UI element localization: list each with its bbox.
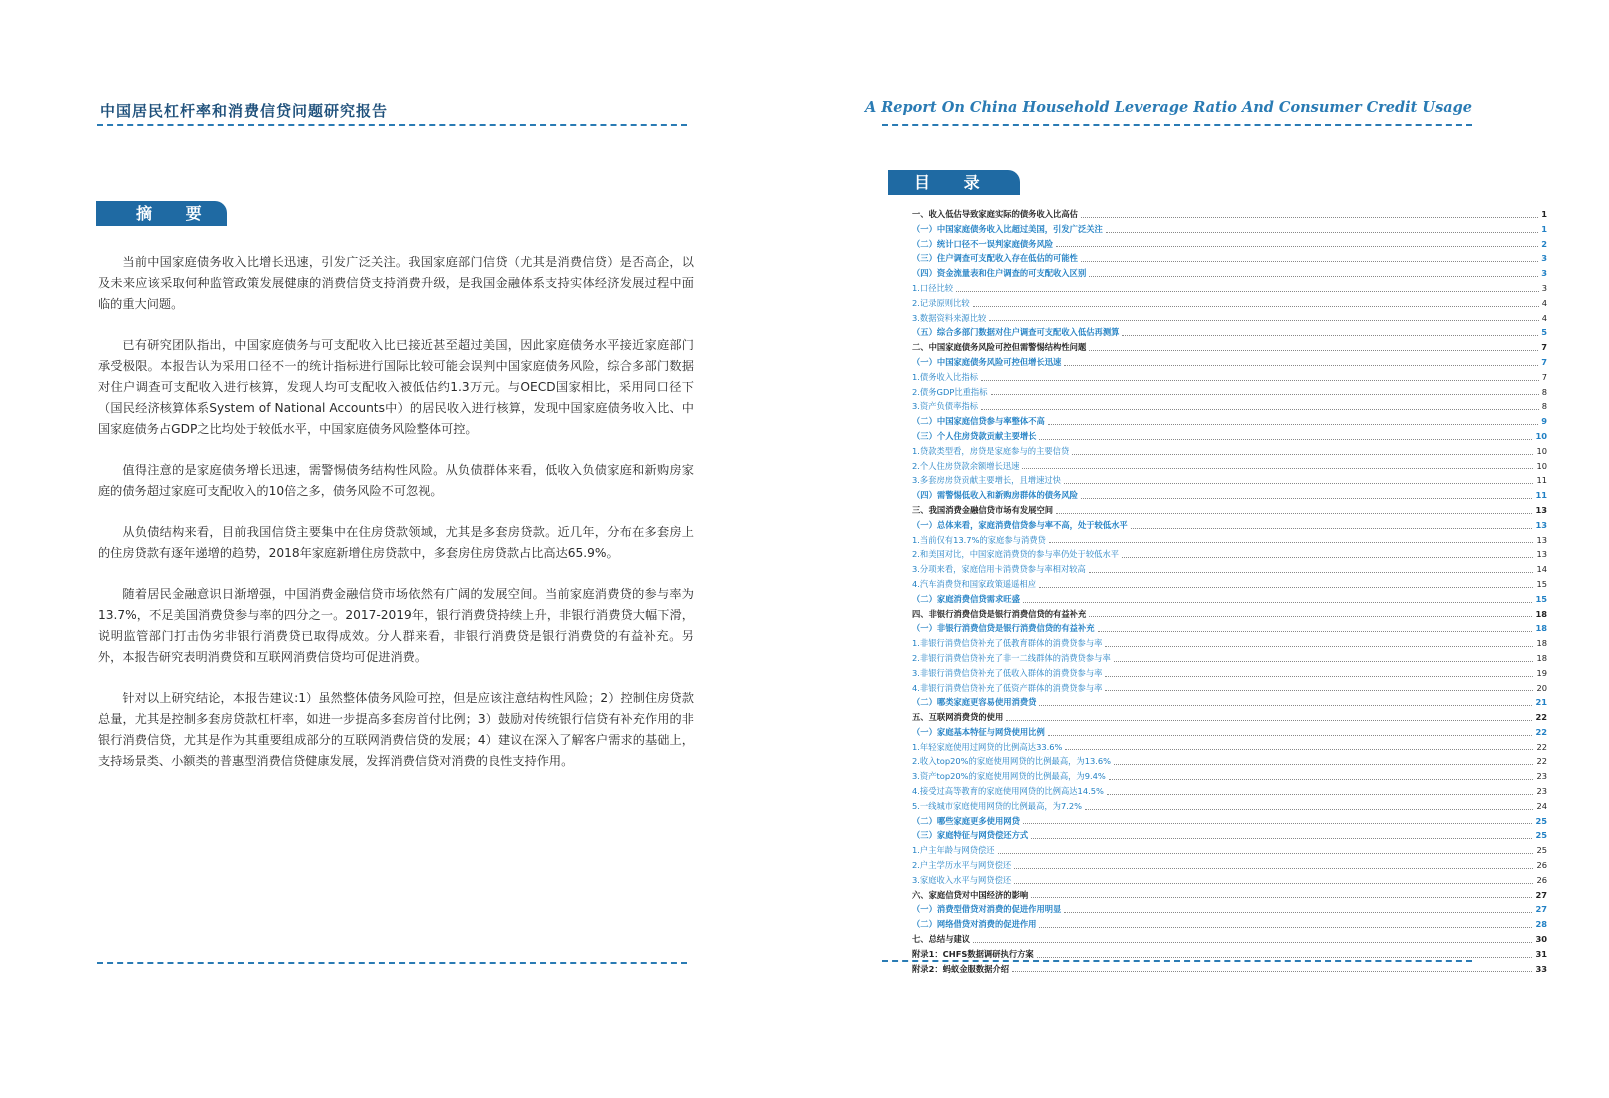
toc-leader-dots xyxy=(1048,424,1538,425)
toc-entry-page: 15 xyxy=(1536,578,1547,589)
toc-entry-page: 26 xyxy=(1536,874,1547,885)
toc-entry[interactable] xyxy=(912,281,1547,296)
toc-leader-dots xyxy=(1056,513,1532,514)
toc-entry-title: 3.资产负债率指标 xyxy=(912,401,978,412)
toc-leader-dots xyxy=(981,409,1539,410)
toc-leader-dots xyxy=(1012,971,1532,972)
toc-entry-title: （一）中国家庭债务风险可控但增长迅速 xyxy=(912,356,1062,367)
toc-entry-page: 18 xyxy=(1535,608,1547,619)
toc-entry-page: 8 xyxy=(1541,386,1547,397)
toc-entry-title: 2.债务GDP比重指标 xyxy=(912,386,988,397)
toc-entry[interactable] xyxy=(912,636,1547,651)
toc-entry-title: 3.数据资料来源比较 xyxy=(912,312,987,323)
toc-entry-title: （二）网络借贷对消费的促进作用 xyxy=(912,919,1037,930)
toc-leader-dots xyxy=(973,306,1539,307)
toc-entry-title: （二）统计口径不一误判家庭债务风险 xyxy=(912,238,1054,249)
toc-leader-dots xyxy=(1031,838,1532,839)
toc-entry-page: 20 xyxy=(1536,682,1547,693)
toc-entry[interactable] xyxy=(912,399,1547,414)
toc-entry-page: 25 xyxy=(1535,830,1547,841)
toc-entry-title: 七、总结与建议 xyxy=(912,934,971,945)
toc-entry-title: 1.年轻家庭使用过网贷的比例高达33.6% xyxy=(912,741,1063,752)
toc-entry[interactable] xyxy=(912,725,1547,740)
toc-entry-page: 3 xyxy=(1541,282,1547,293)
toc-entry-title: （一）家庭基本特征与网贷使用比例 xyxy=(912,726,1045,737)
running-title-en: A Report On China Household Leverage Ratio And Consumer Credit Usage xyxy=(864,99,1472,116)
toc-entry-title: 四、非银行消费信贷是银行消费信贷的有益补充 xyxy=(912,608,1087,619)
toc-leader-dots xyxy=(1039,439,1532,440)
toc-entry-page: 13 xyxy=(1536,534,1547,545)
toc-leader-dots xyxy=(1048,735,1533,736)
toc-entry[interactable] xyxy=(912,917,1547,932)
toc-entry-page: 19 xyxy=(1536,667,1547,678)
toc-entry-title: 1.户主年龄与网贷偿还 xyxy=(912,845,995,856)
toc-entry[interactable] xyxy=(912,873,1547,888)
toc-entry-page: 18 xyxy=(1536,638,1547,649)
toc-entry[interactable] xyxy=(912,769,1547,784)
toc-leader-dots xyxy=(1039,705,1532,706)
toc-leader-dots xyxy=(1037,957,1533,958)
toc-entry-page: 9 xyxy=(1541,416,1547,427)
toc-leader-dots xyxy=(1014,883,1533,884)
toc-leader-dots xyxy=(1064,365,1538,366)
toc-entry-title: （三）住户调查可支配收入存在低估的可能性 xyxy=(912,253,1078,264)
toc-leader-dots xyxy=(1085,809,1533,810)
toc-leader-dots xyxy=(1131,528,1533,529)
toc-entry[interactable] xyxy=(912,754,1547,769)
table-of-contents xyxy=(912,207,1547,976)
toc-entry-page: 23 xyxy=(1536,786,1547,797)
toc-entry-page: 28 xyxy=(1535,919,1547,930)
toc-leader-dots xyxy=(1089,572,1534,573)
toc-leader-dots xyxy=(1089,350,1538,351)
toc-entry-page: 18 xyxy=(1536,652,1547,663)
toc-leader-dots xyxy=(1114,764,1533,765)
toc-entry[interactable] xyxy=(912,621,1547,636)
toc-entry-title: （一）消费型借贷对消费的促进作用明显 xyxy=(912,904,1062,915)
toc-leader-dots xyxy=(1023,823,1533,824)
toc-entry-title: 2.和美国对比，中国家庭消费贷的参与率仍处于较低水平 xyxy=(912,549,1120,560)
toc-leader-dots xyxy=(1122,557,1533,558)
toc-entry-page: 26 xyxy=(1536,860,1547,871)
toc-entry[interactable] xyxy=(912,592,1547,607)
toc-entry-page: 3 xyxy=(1541,268,1547,279)
toc-entry[interactable] xyxy=(912,843,1547,858)
toc-entry-page: 5 xyxy=(1541,327,1547,338)
toc-entry-page: 1 xyxy=(1541,223,1547,234)
toc-entry-title: 1.贷款类型看，房贷是家庭参与的主要信贷 xyxy=(912,445,1070,456)
toc-entry-title: 2.记录原则比较 xyxy=(912,297,970,308)
toc-entry-page: 11 xyxy=(1536,475,1547,486)
toc-entry-page: 22 xyxy=(1535,712,1547,723)
toc-entry-page: 4 xyxy=(1541,297,1547,308)
toc-entry[interactable] xyxy=(912,355,1547,370)
toc-entry-page: 10 xyxy=(1535,430,1547,441)
toc-entry-page: 24 xyxy=(1536,800,1547,811)
abstract-paragraph: 从负债结构来看，目前我国信贷主要集中在住房贷款领域，尤其是多套房贷款。近几年，分布在多套房上的住房贷款有逐年递增的趋势，2018年家庭新增住房贷款中，多套房住房贷款占比高达65.9%。 xyxy=(98,525,694,560)
toc-leader-dots xyxy=(991,394,1539,395)
toc-entry-page: 13 xyxy=(1535,504,1547,515)
toc-entry[interactable] xyxy=(912,547,1547,562)
toc-entry-page: 27 xyxy=(1535,889,1547,900)
toc-leader-dots xyxy=(1122,335,1538,336)
toc-entry[interactable] xyxy=(912,695,1547,710)
toc-leader-dots xyxy=(1023,602,1533,603)
toc-entry-title: 附录1：CHFS数据调研执行方案 xyxy=(912,948,1034,959)
toc-entry[interactable] xyxy=(912,533,1547,548)
toc-entry-page: 23 xyxy=(1536,771,1547,782)
toc-entry-page: 4 xyxy=(1541,312,1547,323)
toc-entry[interactable] xyxy=(912,473,1547,488)
toc-entry-title: （一）非银行消费信贷是银行消费信贷的有益补充 xyxy=(912,623,1095,634)
toc-leader-dots xyxy=(1107,794,1534,795)
toc-entry-title: 2.个人住房贷款余额增长迅速 xyxy=(912,460,1020,471)
toc-leader-dots xyxy=(1022,468,1533,469)
toc-entry-title: 4.非银行消费信贷补充了低资产群体的消费贷参与率 xyxy=(912,682,1103,693)
toc-entry[interactable] xyxy=(912,710,1547,725)
toc-entry[interactable] xyxy=(912,459,1547,474)
toc-entry[interactable] xyxy=(912,340,1547,355)
abstract-section-tab: 摘 要 xyxy=(96,201,227,226)
toc-entry-title: 一、收入低估导致家庭实际的债务收入比高估 xyxy=(912,209,1078,219)
toc-entry[interactable] xyxy=(912,932,1547,947)
toc-entry-title: 4.汽车消费贷和国家政策遥遥相应 xyxy=(912,578,1037,589)
toc-entry-page: 3 xyxy=(1541,253,1547,264)
toc-entry-page: 22 xyxy=(1536,741,1547,752)
toc-leader-dots xyxy=(1089,276,1538,277)
toc-leader-dots xyxy=(1081,498,1533,499)
toc-entry-page: 14 xyxy=(1536,564,1547,575)
toc-entry-title: 3.非银行消费信贷补充了低收入群体的消费贷参与率 xyxy=(912,667,1103,678)
toc-leader-dots xyxy=(1065,749,1533,750)
footer-divider xyxy=(882,960,1472,962)
toc-entry-page: 33 xyxy=(1535,963,1547,974)
toc-entry-page: 13 xyxy=(1536,549,1547,560)
toc-entry[interactable] xyxy=(912,784,1547,799)
toc-entry[interactable] xyxy=(912,651,1547,666)
toc-leader-dots xyxy=(989,320,1538,321)
toc-entry[interactable] xyxy=(912,902,1547,917)
toc-entry-page: 2 xyxy=(1541,238,1547,249)
toc-leader-dots xyxy=(1064,483,1533,484)
toc-leader-dots xyxy=(1056,246,1538,247)
toc-entry[interactable] xyxy=(912,503,1547,518)
toc-leader-dots xyxy=(1081,217,1538,218)
toc-entry[interactable] xyxy=(912,385,1547,400)
right-page xyxy=(805,0,1609,1098)
abstract-paragraph: 当前中国家庭债务收入比增长迅速，引发广泛关注。我国家庭部门信贷（尤其是消费信贷）是否高企，以及未来应该采取何种监管政策发展健康的消费信贷支持消费升级，是我国金融体系支持实体经济发展过程中面临的重大问题。 xyxy=(98,255,694,311)
toc-entry-title: 2.户主学历水平与网贷偿还 xyxy=(912,860,1012,871)
toc-entry-page: 25 xyxy=(1535,815,1547,826)
toc-leader-dots xyxy=(1064,912,1532,913)
toc-leader-dots xyxy=(956,291,1539,292)
toc-leader-dots xyxy=(1106,232,1538,233)
toc-entry[interactable] xyxy=(912,266,1547,281)
toc-leader-dots xyxy=(1109,779,1534,780)
toc-entry-title: （三）家庭特征与网贷偿还方式 xyxy=(912,830,1029,841)
toc-entry[interactable] xyxy=(912,325,1547,340)
toc-entry[interactable] xyxy=(912,681,1547,696)
toc-entry[interactable] xyxy=(912,296,1547,311)
toc-entry-title: 5.一线城市家庭使用网贷的比例最高，为7.2% xyxy=(912,800,1083,811)
toc-entry-page: 1 xyxy=(1541,209,1547,219)
toc-entry[interactable] xyxy=(912,518,1547,533)
toc-leader-dots xyxy=(1014,868,1533,869)
toc-entry-page: 25 xyxy=(1536,845,1547,856)
toc-leader-dots xyxy=(1049,542,1534,543)
toc-leader-dots xyxy=(1089,616,1532,617)
toc-entry[interactable] xyxy=(912,414,1547,429)
toc-entry[interactable] xyxy=(912,251,1547,266)
toc-leader-dots xyxy=(1114,661,1534,662)
toc-entry-page: 7 xyxy=(1541,371,1547,382)
toc-entry[interactable] xyxy=(912,888,1547,903)
toc-entry-page: 30 xyxy=(1535,934,1547,945)
toc-entry-title: （二）家庭消费信贷需求旺盛 xyxy=(912,593,1020,604)
toc-entry-title: 3.家庭收入水平与网贷偿还 xyxy=(912,874,1012,885)
toc-entry-title: 1.非银行消费信贷补充了低教育群体的消费贷参与率 xyxy=(912,638,1103,649)
toc-leader-dots xyxy=(998,853,1534,854)
toc-entry-title: 3.多套房房贷贡献主要增长，且增速过快 xyxy=(912,475,1061,486)
toc-entry-page: 22 xyxy=(1536,756,1547,767)
toc-entry-title: 3.分项来看，家庭信用卡消费贷参与率相对较高 xyxy=(912,564,1086,575)
abstract-paragraph: 值得注意的是家庭债务增长迅速，需警惕债务结构性风险。从负债群体来看，低收入负债家庭和新购房家庭的债务超过家庭可支配收入的10倍之多，债务风险不可忽视。 xyxy=(98,463,694,498)
toc-entry-title: （一）总体来看，家庭消费信贷参与率不高，处于较低水平 xyxy=(912,519,1128,530)
toc-entry-title: 2.非银行消费信贷补充了非一二线群体的消费贷参与率 xyxy=(912,652,1111,663)
toc-entry-page: 7 xyxy=(1541,356,1547,367)
toc-entry[interactable] xyxy=(912,222,1547,237)
toc-entry-title: 五、互联网消费贷的使用 xyxy=(912,712,1004,723)
toc-entry-page: 31 xyxy=(1535,948,1547,959)
toc-section-tab: 目 录 xyxy=(888,170,1020,195)
toc-leader-dots xyxy=(1098,631,1533,632)
toc-leader-dots xyxy=(1105,690,1533,691)
abstract-paragraph: 随着居民金融意识日渐增强，中国消费金融信贷市场依然有广阔的发展空间。当前家庭消费贷的参与率为13.7%，不足美国消费贷参与率的四分之一。2017-2019年，银行消费贷持续上升，非银行消费贷大幅下滑，说明监管部门打击伪劣非银行消费贷已取得成效。分人群来看，非银行消费贷是银行消费贷的有益补充。另外，本报告研究表明消费贷和互联网消费信贷均可促进消费。 xyxy=(98,587,694,664)
toc-entry-page: 18 xyxy=(1535,623,1547,634)
toc-leader-dots xyxy=(1105,676,1533,677)
toc-entry-title: 附录2：蚂蚁金服数据介绍 xyxy=(912,963,1010,974)
toc-entry-title: 六、家庭信贷对中国经济的影响 xyxy=(912,889,1029,900)
toc-entry-title: 1.当前仅有13.7%的家庭参与消费贷 xyxy=(912,534,1046,545)
toc-leader-dots xyxy=(1039,587,1533,588)
toc-entry-page: 22 xyxy=(1535,726,1547,737)
toc-entry-page: 15 xyxy=(1535,593,1547,604)
toc-entry[interactable] xyxy=(912,740,1547,755)
toc-entry-title: （五）综合多部门数据对住户调查可支配收入低估再测算 xyxy=(912,327,1120,338)
toc-leader-dots xyxy=(1039,927,1532,928)
toc-entry-page: 13 xyxy=(1535,519,1547,530)
toc-entry-page: 10 xyxy=(1536,445,1547,456)
toc-entry[interactable] xyxy=(912,666,1547,681)
toc-entry[interactable] xyxy=(912,828,1547,843)
toc-entry-page: 21 xyxy=(1535,697,1547,708)
footer-divider xyxy=(97,962,687,964)
toc-entry[interactable] xyxy=(912,311,1547,326)
toc-entry-page: 8 xyxy=(1541,401,1547,412)
toc-entry-page: 7 xyxy=(1541,342,1547,353)
toc-entry[interactable] xyxy=(912,814,1547,829)
toc-entry-page: 10 xyxy=(1536,460,1547,471)
toc-entry[interactable] xyxy=(912,444,1547,459)
toc-entry[interactable] xyxy=(912,607,1547,622)
toc-entry-title: （二）哪类家庭更容易使用消费贷 xyxy=(912,697,1037,708)
toc-leader-dots xyxy=(1006,720,1532,721)
toc-entry[interactable] xyxy=(912,577,1547,592)
toc-entry-title: （四）资金流量表和住户调查的可支配收入区别 xyxy=(912,268,1087,279)
abstract-paragraph: 已有研究团队指出，中国家庭债务与可支配收入比已接近甚至超过美国，因此家庭债务水平接近家庭部门承受极限。本报告认为采用口径不一的统计指标进行国际比较可能会误判中国家庭债务风险，综合多部门数据对住户调查可支配收入进行核算，发现人均可支配收入被低估约1.3万元。与OECD国家相比，采用同口径下（国民经济核算体系System of National Accounts中）的居民收入进行核算，发现中国家庭债务收入比、中国家庭债务占GDP之比均处于较低水平，中国家庭债务风险整体可控。 xyxy=(98,338,694,436)
toc-entry-title: 二、中国家庭债务风险可控但需警惕结构性问题 xyxy=(912,342,1087,353)
toc-entry-title: 1.债务收入比指标 xyxy=(912,371,978,382)
toc-entry[interactable] xyxy=(912,237,1547,252)
toc-entry-title: （二）中国家庭信贷参与率整体不高 xyxy=(912,416,1045,427)
abstract-body xyxy=(98,252,694,792)
toc-leader-dots xyxy=(1081,261,1538,262)
toc-entry-page: 11 xyxy=(1535,490,1547,501)
toc-entry[interactable] xyxy=(912,429,1547,444)
toc-entry-title: 4.接受过高等教育的家庭使用网贷的比例高达14.5% xyxy=(912,786,1104,797)
header-divider xyxy=(882,124,1472,126)
toc-leader-dots xyxy=(1031,897,1532,898)
toc-entry[interactable] xyxy=(912,370,1547,385)
running-title-cn: 中国居民杠杆率和消费信贷问题研究报告 xyxy=(100,102,389,120)
toc-entry-title: 三、我国消费金融信贷市场有发展空间 xyxy=(912,504,1054,515)
toc-entry-page: 27 xyxy=(1535,904,1547,915)
toc-entry-title: （四）需警惕低收入和新购房群体的债务风险 xyxy=(912,490,1078,501)
toc-entry-title: 2.收入top20%的家庭使用网贷的比例最高，为13.6% xyxy=(912,756,1112,767)
toc-entry[interactable] xyxy=(912,962,1547,977)
toc-leader-dots xyxy=(1105,646,1533,647)
toc-entry[interactable] xyxy=(912,488,1547,503)
toc-entry-title: （一）中国家庭债务收入比超过美国，引发广泛关注 xyxy=(912,223,1103,234)
toc-entry-title: 3.资产top20%的家庭使用网贷的比例最高，为9.4% xyxy=(912,771,1106,782)
toc-entry[interactable] xyxy=(912,858,1547,873)
header-divider xyxy=(97,124,687,126)
toc-entry-title: （二）哪些家庭更多使用网贷 xyxy=(912,815,1020,826)
abstract-paragraph: 针对以上研究结论，本报告建议:1）虽然整体债务风险可控，但是应该注意结构性风险；2）控制住房贷款总量，尤其是控制多套房贷款杠杆率，如进一步提高多套房首付比例；3）鼓励对传统银行信贷有补充作用的非银行消费信贷，尤其是作为其重要组成部分的互联网消费信贷的发展；4）建议在深入了解客户需求的基础上，支持场景类、小额类的普惠型消费信贷健康发展，发挥消费信贷对消费的良性支持作用。 xyxy=(98,691,694,768)
toc-leader-dots xyxy=(1072,454,1533,455)
toc-entry-title: 1.口径比较 xyxy=(912,282,954,293)
toc-leader-dots xyxy=(973,942,1532,943)
toc-entry[interactable] xyxy=(912,207,1547,222)
left-page xyxy=(0,0,800,1098)
toc-entry[interactable] xyxy=(912,799,1547,814)
toc-entry-title: （三）个人住房贷款贡献主要增长 xyxy=(912,430,1037,441)
toc-entry[interactable] xyxy=(912,562,1547,577)
toc-leader-dots xyxy=(981,380,1539,381)
